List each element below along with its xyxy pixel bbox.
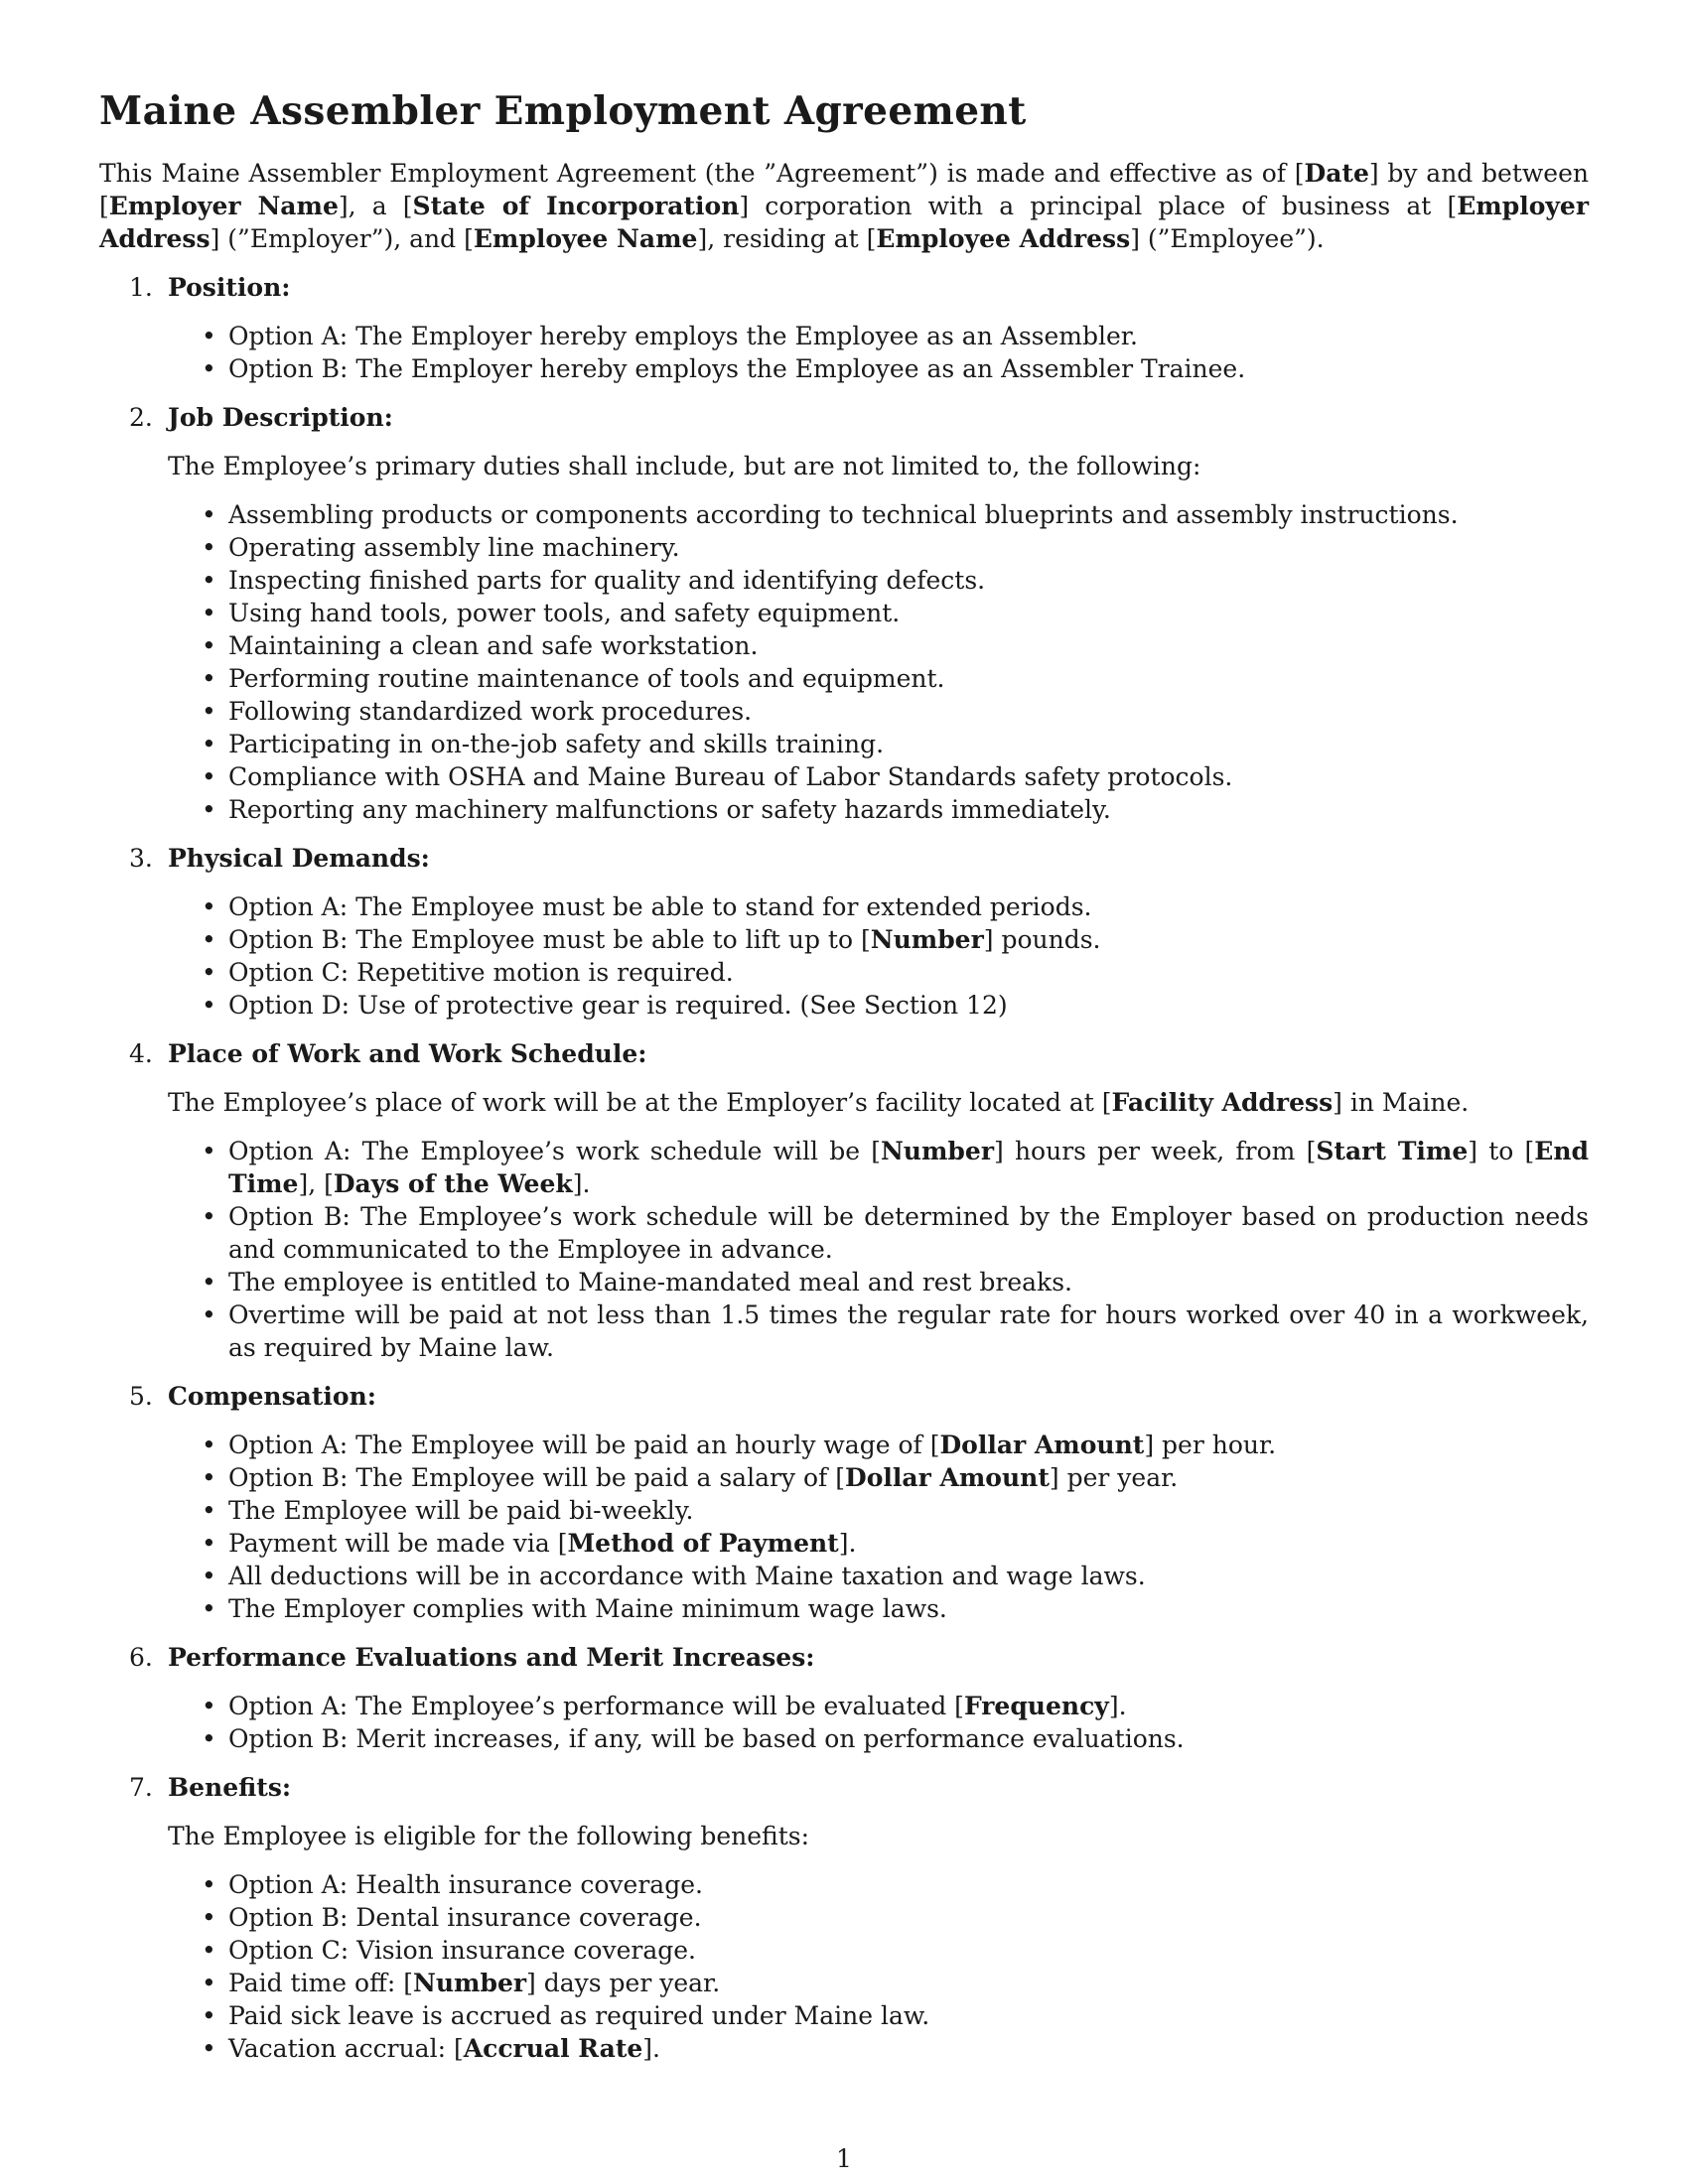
bullet-icon: • <box>202 1496 216 1525</box>
text-run: The Employee will be paid bi-weekly. <box>228 1496 694 1525</box>
text-run: ] per year. <box>1049 1463 1179 1492</box>
text-run: Option A: Health insurance coverage. <box>228 1870 703 1899</box>
bullet-item <box>168 793 1589 826</box>
text-run: Vacation accrual: [ <box>228 2034 464 2063</box>
text-run: Option A: The Employee’s performance will be evaluated [ <box>228 1692 964 1720</box>
bullet-icon: • <box>202 1529 216 1558</box>
bullet-icon: • <box>202 664 216 693</box>
bullet-icon: • <box>202 1692 216 1720</box>
placeholder-field: Number <box>880 1137 994 1165</box>
bullet-icon: • <box>202 2034 216 2063</box>
placeholder-field: Employer Address <box>99 192 1589 253</box>
bullet-item <box>168 2032 1589 2065</box>
bullet-list <box>168 1690 1589 1755</box>
bullet-icon: • <box>202 1202 216 1231</box>
bullet-item <box>168 1298 1589 1364</box>
text-run: ]. <box>572 1169 591 1198</box>
text-run: The Employer complies with Maine minimum wage laws. <box>228 1594 947 1623</box>
text-run: The employee is entitled to Maine-mandated meal and rest breaks. <box>228 1268 1072 1297</box>
bullet-item <box>168 531 1589 564</box>
placeholder-field: Date <box>1304 159 1369 188</box>
bullet-icon: • <box>202 631 216 660</box>
bullet-item <box>168 1999 1589 2032</box>
text-run: Option A: The Employee’s work schedule will be [ <box>228 1137 881 1165</box>
section-item <box>99 1641 1589 1755</box>
bullet-list <box>168 320 1589 385</box>
bullet-icon: • <box>202 1936 216 1965</box>
text-run: ] (”Employer”), and [ <box>210 224 474 253</box>
text-run: Option A: The Employee must be able to stand for extended periods. <box>228 892 1092 921</box>
section-item <box>99 1037 1589 1364</box>
bullet-icon: • <box>202 1268 216 1297</box>
bullet-icon: • <box>202 697 216 726</box>
placeholder-field: Employer Name <box>108 192 339 220</box>
section-paragraph <box>168 1086 1589 1119</box>
placeholder-field: Method of Payment <box>567 1529 839 1558</box>
bullet-icon: • <box>202 1431 216 1459</box>
bullet-list <box>168 890 1589 1022</box>
bullet-icon: • <box>202 566 216 595</box>
section-body <box>168 890 1589 1022</box>
text-run: Option B: The Employee must be able to lift up to [ <box>228 925 871 954</box>
bullet-icon: • <box>202 730 216 758</box>
bullet-item <box>168 1690 1589 1722</box>
text-run: ], a [ <box>338 192 413 220</box>
page-number: 1 <box>836 2144 852 2173</box>
text-run: ] by and between [ <box>99 159 1589 220</box>
text-run: Option B: Merit increases, if any, will be based on performance evaluations. <box>228 1724 1185 1753</box>
text-run: ] days per year. <box>526 1969 721 1997</box>
section-item <box>99 271 1589 385</box>
placeholder-field: Facility Address <box>1111 1088 1334 1117</box>
placeholder-field: Dollar Amount <box>845 1463 1050 1492</box>
bullet-icon: • <box>202 2001 216 2030</box>
text-run: Following standardized work procedures. <box>228 697 753 726</box>
bullet-item <box>168 564 1589 597</box>
section-number: 4. <box>129 1039 153 1068</box>
bullet-item <box>168 1722 1589 1755</box>
bullet-icon: • <box>202 1870 216 1899</box>
bullet-item <box>168 1560 1589 1592</box>
bullet-icon: • <box>202 892 216 921</box>
text-run: Option B: Dental insurance coverage. <box>228 1903 702 1932</box>
placeholder-field: Days of the Week <box>333 1169 573 1198</box>
section-title: Compensation: <box>168 1382 376 1411</box>
bullet-item <box>168 1266 1589 1298</box>
text-run: Paid time off: [ <box>228 1969 413 1997</box>
placeholder-field: State of Incorporation <box>412 192 740 220</box>
text-run: Option B: The Employee will be paid a salary of [ <box>228 1463 846 1492</box>
placeholder-field: Employee Name <box>473 224 698 253</box>
bullet-item <box>168 662 1589 695</box>
text-run: Option B: The Employee’s work schedule will be determined by the Employer based on production needs and communicated to the Employee in advance. <box>228 1202 1589 1264</box>
bullet-item <box>168 629 1589 662</box>
bullet-icon: • <box>202 795 216 824</box>
text-run: All deductions will be in accordance with Maine taxation and wage laws. <box>228 1562 1146 1590</box>
text-run: ] corporation with a principal place of business at [ <box>739 192 1458 220</box>
section-number: 6. <box>129 1643 153 1672</box>
bullet-item <box>168 989 1589 1022</box>
bullet-icon: • <box>202 1594 216 1623</box>
bullet-item <box>168 1592 1589 1625</box>
bullet-item <box>168 597 1589 629</box>
text-run: Performing routine maintenance of tools and equipment. <box>228 664 945 693</box>
section-title: Job Description: <box>168 403 393 432</box>
bullet-icon: • <box>202 354 216 383</box>
document-title: Maine Assembler Employment Agreement <box>99 88 1027 134</box>
bullet-icon: • <box>202 599 216 627</box>
section-number: 2. <box>129 403 153 432</box>
bullet-icon: • <box>202 1903 216 1932</box>
bullet-icon: • <box>202 1463 216 1492</box>
text-run: ] hours per week, from [ <box>994 1137 1317 1165</box>
bullet-item <box>168 320 1589 352</box>
bullet-item <box>168 890 1589 923</box>
text-run: Option D: Use of protective gear is required. (See Section 12) <box>228 991 1008 1020</box>
section-title: Physical Demands: <box>168 844 430 873</box>
intro-paragraph <box>99 157 1589 255</box>
section-paragraph <box>168 1820 1589 1852</box>
bullet-list <box>168 1135 1589 1364</box>
text-run: Operating assembly line machinery. <box>228 533 680 562</box>
placeholder-field: Number <box>870 925 984 954</box>
text-run: Overtime will be paid at not less than 1.5 times the regular rate for hours worked over 40 in a workweek, as required by Maine law. <box>228 1300 1589 1362</box>
bullet-icon: • <box>202 1137 216 1165</box>
bullet-item <box>168 498 1589 531</box>
text-run: ], [ <box>298 1169 334 1198</box>
bullet-icon: • <box>202 925 216 954</box>
section-body <box>168 1429 1589 1625</box>
section-title: Performance Evaluations and Merit Increases: <box>168 1643 815 1672</box>
bullet-item <box>168 1901 1589 1934</box>
text-run: ] (”Employee”). <box>1130 224 1325 253</box>
placeholder-field: End Time <box>228 1137 1590 1198</box>
section-list <box>99 271 1589 2065</box>
section-title: Position: <box>168 273 291 302</box>
section-body <box>168 1086 1589 1364</box>
placeholder-field: Dollar Amount <box>939 1431 1145 1459</box>
text-run: Option C: Vision insurance coverage. <box>228 1936 696 1965</box>
bullet-list <box>168 498 1589 826</box>
text-run: Participating in on-the-job safety and skills training. <box>228 730 885 758</box>
bullet-item <box>168 956 1589 989</box>
placeholder-field: Frequency <box>963 1692 1109 1720</box>
text-run: Option A: The Employer hereby employs the Employee as an Assembler. <box>228 322 1138 350</box>
bullet-item <box>168 1967 1589 1999</box>
section-body <box>168 450 1589 826</box>
text-run: The Employee is eligible for the following benefits: <box>168 1822 810 1850</box>
text-run: Inspecting finished parts for quality and identifying defects. <box>228 566 986 595</box>
bullet-icon: • <box>202 1562 216 1590</box>
text-run: ] to [ <box>1468 1137 1535 1165</box>
section-title: Benefits: <box>168 1773 292 1802</box>
bullet-icon: • <box>202 322 216 350</box>
text-run: The Employee’s place of work will be at the Employer’s facility located at [ <box>168 1088 1112 1117</box>
text-run: This Maine Assembler Employment Agreement (the ”Agreement”) is made and effective as of [ <box>99 159 1305 188</box>
bullet-item <box>168 760 1589 793</box>
bullet-icon: • <box>202 1724 216 1753</box>
bullet-icon: • <box>202 762 216 791</box>
section-title: Place of Work and Work Schedule: <box>168 1039 647 1068</box>
bullet-item <box>168 352 1589 385</box>
bullet-item <box>168 1429 1589 1461</box>
bullet-item <box>168 695 1589 728</box>
text-run: Paid sick leave is accrued as required under Maine law. <box>228 2001 930 2030</box>
bullet-item <box>168 1461 1589 1494</box>
text-run: ] per hour. <box>1144 1431 1277 1459</box>
bullet-item <box>168 728 1589 760</box>
bullet-item <box>168 1494 1589 1527</box>
bullet-icon: • <box>202 1300 216 1329</box>
text-run: Payment will be made via [ <box>228 1529 568 1558</box>
text-run: The Employee’s primary duties shall include, but are not limited to, the following: <box>168 452 1201 480</box>
text-run: Maintaining a clean and safe workstation. <box>228 631 759 660</box>
bullet-item <box>168 923 1589 956</box>
text-run: ]. <box>642 2034 660 2063</box>
bullet-icon: • <box>202 1969 216 1997</box>
bullet-item <box>168 1934 1589 1967</box>
bullet-icon: • <box>202 533 216 562</box>
bullet-list <box>168 1868 1589 2065</box>
text-run: Using hand tools, power tools, and safety equipment. <box>228 599 901 627</box>
text-run: ] pounds. <box>983 925 1101 954</box>
bullet-item <box>168 1868 1589 1901</box>
text-run: ]. <box>838 1529 857 1558</box>
placeholder-field: Employee Address <box>876 224 1131 253</box>
text-run: ], residing at [ <box>697 224 877 253</box>
bullet-icon: • <box>202 958 216 987</box>
placeholder-field: Accrual Rate <box>463 2034 643 2063</box>
section-number: 1. <box>129 273 153 302</box>
section-number: 5. <box>129 1382 153 1411</box>
section-body <box>168 320 1589 385</box>
section-body <box>168 1820 1589 2065</box>
text-run: Option B: The Employer hereby employs the Employee as an Assembler Trainee. <box>228 354 1246 383</box>
section-item <box>99 401 1589 826</box>
section-number: 3. <box>129 844 153 873</box>
placeholder-field: Start Time <box>1316 1137 1469 1165</box>
text-run: Assembling products or components according to technical blueprints and assembly instructions. <box>228 500 1459 529</box>
text-run: Reporting any machinery malfunctions or safety hazards immediately. <box>228 795 1111 824</box>
text-run: Option C: Repetitive motion is required. <box>228 958 734 987</box>
text-run: ] in Maine. <box>1333 1088 1470 1117</box>
section-item <box>99 842 1589 1022</box>
bullet-icon: • <box>202 991 216 1020</box>
bullet-item <box>168 1200 1589 1266</box>
section-number: 7. <box>129 1773 153 1802</box>
bullet-icon: • <box>202 500 216 529</box>
section-item <box>99 1771 1589 2065</box>
bullet-list <box>168 1429 1589 1625</box>
document-page <box>99 87 1589 2081</box>
bullet-item <box>168 1527 1589 1560</box>
section-paragraph <box>168 450 1589 482</box>
placeholder-field: Number <box>412 1969 527 1997</box>
bullet-item <box>168 1135 1589 1200</box>
section-item <box>99 1380 1589 1625</box>
text-run: Compliance with OSHA and Maine Bureau of Labor Standards safety protocols. <box>228 762 1233 791</box>
text-run: ]. <box>1108 1692 1127 1720</box>
text-run: Option A: The Employee will be paid an hourly wage of [ <box>228 1431 940 1459</box>
section-body <box>168 1690 1589 1755</box>
